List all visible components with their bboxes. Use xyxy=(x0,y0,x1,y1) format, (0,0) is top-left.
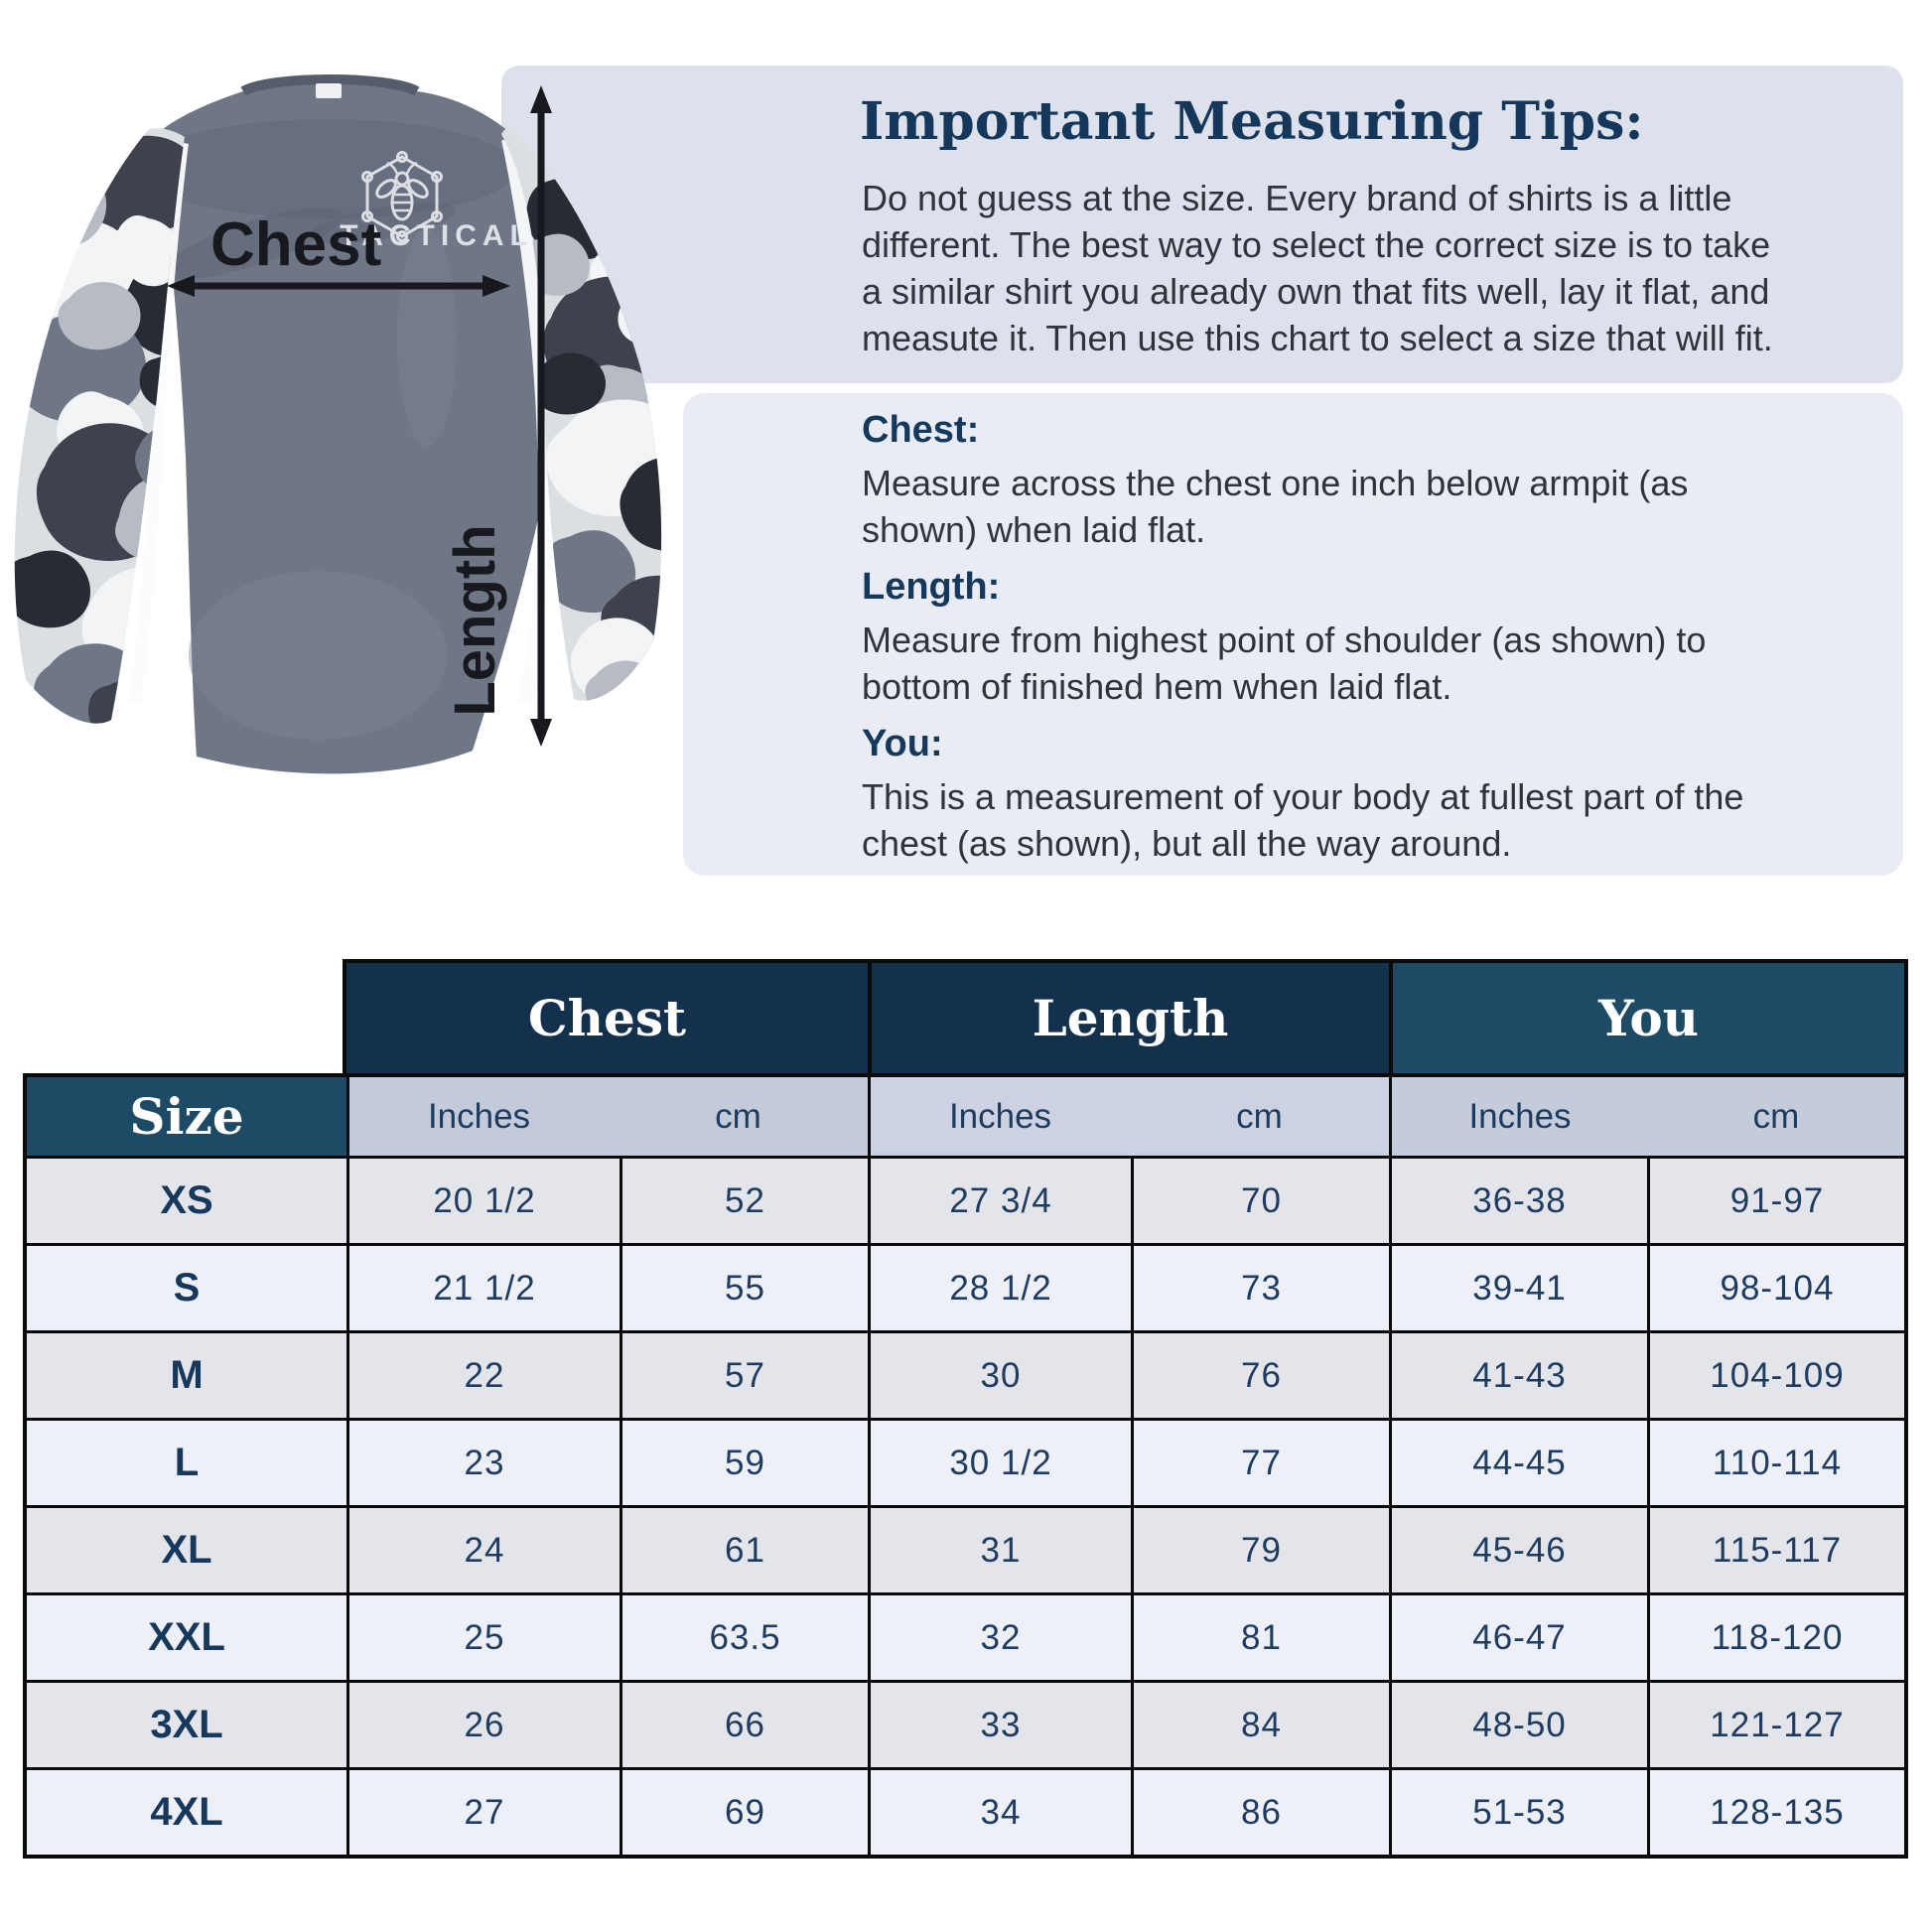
tips-intro-line: a similar shirt you already own that fits well, lay it flat, and xyxy=(862,271,1770,312)
table-corner-size-header: Size xyxy=(27,1077,346,1156)
table-row-size: M xyxy=(27,1333,346,1418)
table-cell: 24 xyxy=(349,1508,620,1592)
table-row-size: XS xyxy=(27,1159,346,1243)
table-row-size: 4XL xyxy=(27,1770,346,1855)
table-cell: 46-47 xyxy=(1392,1595,1647,1680)
table-cell: 23 xyxy=(349,1421,620,1505)
table-cell: 98-104 xyxy=(1650,1246,1904,1330)
table-group-header-length: Length xyxy=(868,959,1393,1077)
tips-intro-line: different. The best way to select the correct size is to take xyxy=(862,224,1771,265)
shirt-illustration xyxy=(0,40,695,824)
table-cell: 118-120 xyxy=(1650,1595,1904,1680)
table-cell: 91-97 xyxy=(1650,1159,1904,1243)
table-cell: 115-117 xyxy=(1650,1508,1904,1592)
table-cell: 45-46 xyxy=(1392,1508,1647,1592)
you-definition xyxy=(862,723,1743,867)
table-row-size: XXL xyxy=(27,1595,346,1680)
table-cell: 41-43 xyxy=(1392,1333,1647,1418)
table-cell: 76 xyxy=(1134,1333,1389,1418)
length-measure-label: Length xyxy=(443,524,507,717)
table-cell: 69 xyxy=(622,1770,868,1855)
table-cell: 63.5 xyxy=(622,1595,868,1680)
chest-definition xyxy=(862,409,1688,553)
chest-units-header: Inches cm xyxy=(349,1077,868,1156)
table-cell: 121-127 xyxy=(1650,1683,1904,1767)
table-cell: 128-135 xyxy=(1650,1770,1904,1855)
table-cell: 66 xyxy=(622,1683,868,1767)
table-cell: 26 xyxy=(349,1683,620,1767)
table-cell: 20 1/2 xyxy=(349,1159,620,1243)
table-cell: 51-53 xyxy=(1392,1770,1647,1855)
table-cell: 84 xyxy=(1134,1683,1389,1767)
table-cell: 30 1/2 xyxy=(871,1421,1131,1505)
table-cell: 21 1/2 xyxy=(349,1246,620,1330)
neck-tag xyxy=(316,83,342,98)
table-cell: 27 xyxy=(349,1770,620,1855)
table-cell: 79 xyxy=(1134,1508,1389,1592)
table-cell: 77 xyxy=(1134,1421,1389,1505)
table-cell: 57 xyxy=(622,1333,868,1418)
tips-title: Important Measuring Tips: xyxy=(860,91,1644,152)
table-cell: 55 xyxy=(622,1246,868,1330)
tips-intro-line: measute it. Then use this chart to select a size that will fit. xyxy=(862,318,1773,358)
table-cell: 70 xyxy=(1134,1159,1389,1243)
table-row-size: XL xyxy=(27,1508,346,1592)
table-cell: 81 xyxy=(1134,1595,1389,1680)
table-cell: 32 xyxy=(871,1595,1131,1680)
table-cell: 30 xyxy=(871,1333,1131,1418)
size-chart-table xyxy=(23,1073,1908,1859)
table-row-size: S xyxy=(27,1246,346,1330)
table-cell: 86 xyxy=(1134,1770,1389,1855)
table-cell: 104-109 xyxy=(1650,1333,1904,1418)
table-cell: 25 xyxy=(349,1595,620,1680)
brand-logo-text: TACTICAL xyxy=(340,219,534,252)
table-group-header-chest: Chest xyxy=(343,959,872,1077)
table-cell: 22 xyxy=(349,1333,620,1418)
chest-definition-label: Chest: xyxy=(862,409,980,451)
table-cell: 27 3/4 xyxy=(871,1159,1131,1243)
table-group-header-you: You xyxy=(1389,959,1908,1077)
length-definition-text: Measure from highest point of shoulder (as shown) to bottom of finished hem when laid flat. xyxy=(862,620,1707,707)
table-cell: 59 xyxy=(622,1421,868,1505)
tips-intro xyxy=(862,175,1773,361)
table-cell: 44-45 xyxy=(1392,1421,1647,1505)
table-cell: 36-38 xyxy=(1392,1159,1647,1243)
chest-measure-label: Chest xyxy=(210,210,382,279)
table-cell: 52 xyxy=(622,1159,868,1243)
tips-intro-line: Do not guess at the size. Every brand of shirts is a little xyxy=(862,178,1732,218)
you-definition-label: You: xyxy=(862,723,943,764)
table-cell: 31 xyxy=(871,1508,1131,1592)
table-cell: 34 xyxy=(871,1770,1131,1855)
table-cell: 110-114 xyxy=(1650,1421,1904,1505)
table-cell: 28 1/2 xyxy=(871,1246,1131,1330)
chest-definition-text: Measure across the chest one inch below armpit (as shown) when laid flat. xyxy=(862,463,1689,550)
you-definition-text: This is a measurement of your body at fullest part of the chest (as shown), but all the way around. xyxy=(862,776,1744,864)
table-cell: 33 xyxy=(871,1683,1131,1767)
table-row-size: L xyxy=(27,1421,346,1505)
you-units-header: Inches cm xyxy=(1392,1077,1904,1156)
length-units-header: Inches cm xyxy=(871,1077,1389,1156)
table-cell: 48-50 xyxy=(1392,1683,1647,1767)
length-definition xyxy=(862,566,1706,710)
table-cell: 61 xyxy=(622,1508,868,1592)
table-cell: 39-41 xyxy=(1392,1246,1647,1330)
table-row-size: 3XL xyxy=(27,1683,346,1767)
table-cell: 73 xyxy=(1134,1246,1389,1330)
length-definition-label: Length: xyxy=(862,566,1001,608)
